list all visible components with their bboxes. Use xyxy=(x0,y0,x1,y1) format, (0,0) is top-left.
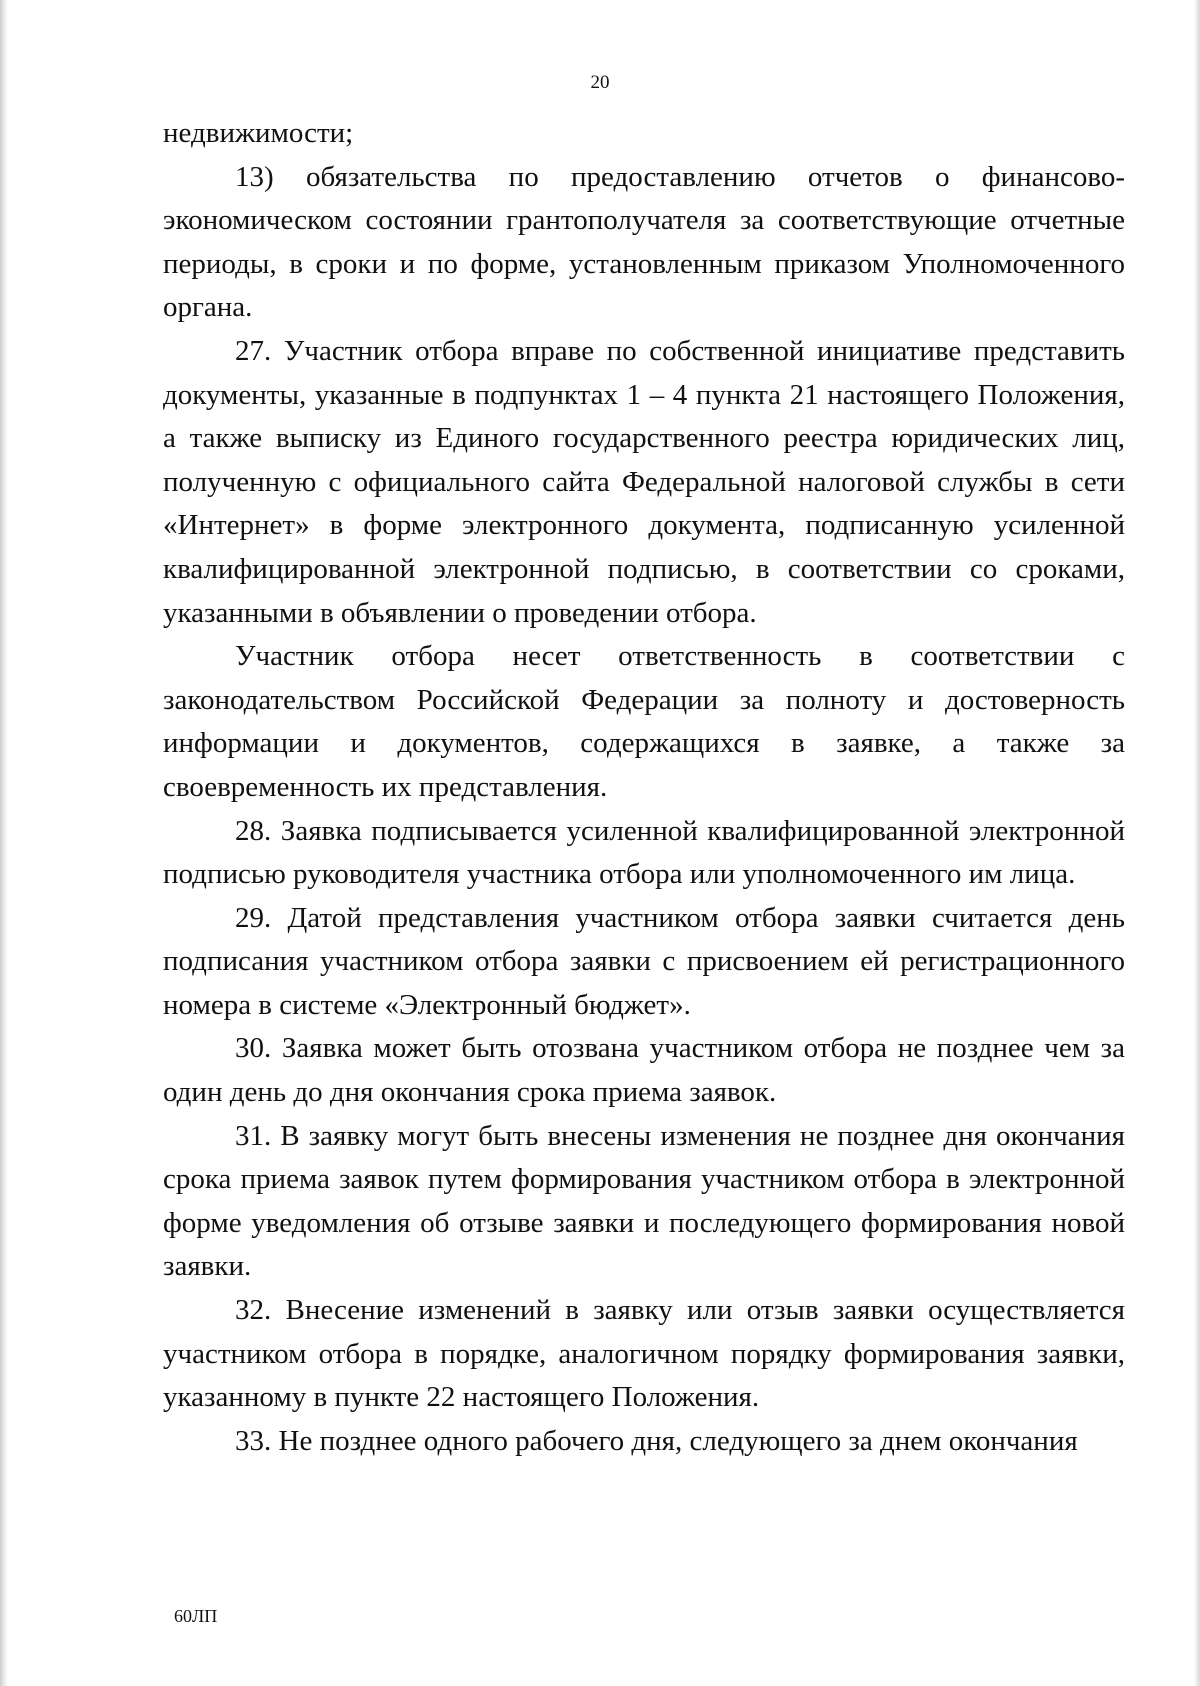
paragraph-28: 28. Заявка подписывается усиленной квалифицированной электронной подписью руководителя участника отбора или уполномоченного им лица. xyxy=(163,814,1125,891)
page-number: 20 xyxy=(590,72,610,93)
paragraph-33: 33. Не позднее одного рабочего дня, следующего за днем окончания xyxy=(235,1424,1078,1457)
paragraph-30: 30. Заявка может быть отозвана участником отбора не позднее чем за один день до дня окончания срока приема заявок. xyxy=(163,1032,1125,1109)
paragraph-continuation: недвижимости; xyxy=(163,117,354,149)
paragraph-27: 27. Участник отбора вправе по собственной инициативе представить документы, указанные в подпунктах 1 – 4 пункта 21 настоящего Положения, а также выписку из Единого государственного реестра юридических лиц, полученную с официального сайта Федеральной налоговой службы в сети «Интернет» в форме электронного документа, подписанную усиленной квалифицированной электронной подписью, в соответствии со сроками, указанными в объявлении о проведении отбора. xyxy=(163,334,1125,629)
paragraph-31: 31. В заявку могут быть внесены изменения не позднее дня окончания срока приема заявок путем формирования участником отбора в электронной форме уведомления об отзыве заявки и последующего формирования новой заявки. xyxy=(163,1119,1125,1283)
scan-edge-right xyxy=(1194,0,1200,1686)
footer-code: 60ЛП xyxy=(174,1606,218,1626)
scan-edge-left xyxy=(0,0,8,1686)
paragraph-32: 32. Внесение изменений в заявку или отзыв заявки осуществляется участником отбора в порядке, аналогичном порядку формирования заявки, указанному в пункте 22 настоящего Положения. xyxy=(163,1294,1125,1414)
paragraph-27-responsibility: Участник отбора несет ответственность в соответствии с законодательством Российской Федерации за полноту и достоверность информации и документов, содержащихся в заявке, а также за своевременность их представления. xyxy=(163,640,1125,803)
paragraph-item-13: 13) обязательства по предоставлению отчетов о финансово-экономическом состоянии грантополучателя за соответствующие отчетные периоды, в сроки и по форме, установленным приказом Уполномоченного органа. xyxy=(163,160,1125,324)
paragraph-29: 29. Датой представления участником отбора заявки считается день подписания участником отбора заявки с присвоением ей регистрационного номера в системе «Электронный бюджет». xyxy=(163,901,1125,1021)
document-body xyxy=(163,112,1125,1463)
